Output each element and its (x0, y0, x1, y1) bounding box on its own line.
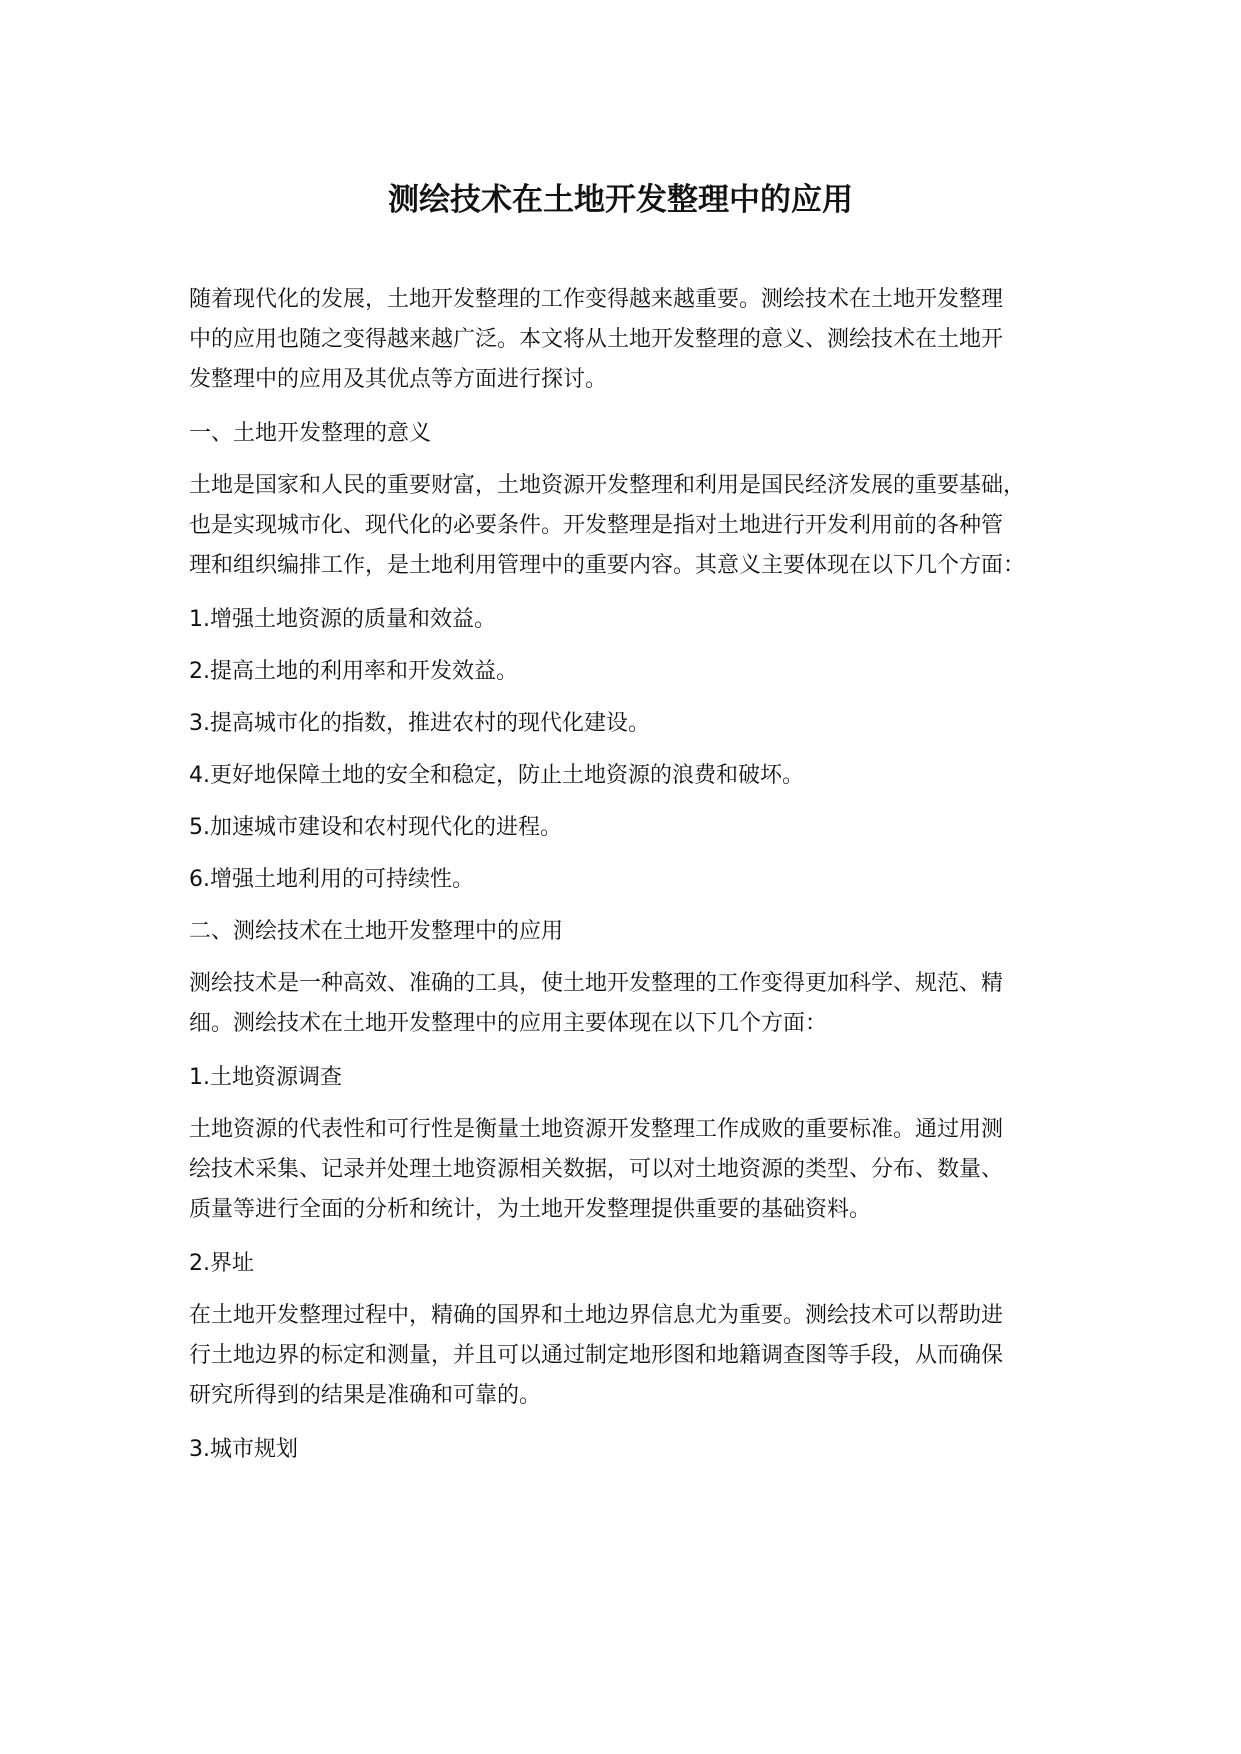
paragraph (189, 652, 1079, 692)
paragraph (189, 1296, 1079, 1416)
paragraph (189, 280, 1079, 400)
paragraph-line: 2.界址 (189, 1251, 254, 1276)
paragraph (189, 860, 1079, 900)
paragraph-line: 理和组织编排工作，是土地利用管理中的重要内容。其意义主要体现在以下几个方面： (189, 553, 1026, 578)
paragraph-line: 2.提高土地的利用率和开发效益。 (189, 659, 518, 684)
paragraph (189, 1110, 1079, 1230)
paragraph-line: 行土地边界的标定和测量，并且可以通过制定地形图和地籍调查图等手段，从而确保 (189, 1343, 1004, 1368)
paragraph (189, 756, 1079, 796)
paragraph (189, 466, 1079, 586)
paragraph-line: 一、土地开发整理的意义 (189, 421, 432, 446)
paragraph (189, 912, 1079, 952)
paragraph-line: 绘技术采集、记录并处理土地资源相关数据，可以对土地资源的类型、分布、数量、 (189, 1157, 1004, 1182)
paragraph (189, 808, 1079, 848)
paragraph-line: 6.增强土地利用的可持续性。 (189, 867, 474, 892)
paragraph-line: 测绘技术是一种高效、准确的工具，使土地开发整理的工作变得更加科学、规范、精 (189, 971, 1004, 996)
paragraph-line: 质量等进行全面的分析和统计，为土地开发整理提供重要的基础资料。 (189, 1197, 872, 1222)
paragraph (189, 1058, 1079, 1098)
paragraph (189, 704, 1079, 744)
paragraph-line: 1.土地资源调查 (189, 1065, 342, 1090)
paragraph-line: 研究所得到的结果是准确和可靠的。 (189, 1383, 542, 1408)
document-body (189, 280, 1079, 1482)
paragraph (189, 964, 1079, 1044)
paragraph-line: 发整理中的应用及其优点等方面进行探讨。 (189, 367, 608, 392)
paragraph-line: 1.增强土地资源的质量和效益。 (189, 607, 496, 632)
paragraph-line: 二、测绘技术在土地开发整理中的应用 (189, 919, 564, 944)
document-title: 测绘技术在土地开发整理中的应用 (388, 182, 853, 218)
paragraph (189, 414, 1079, 454)
paragraph-line: 细。测绘技术在土地开发整理中的应用主要体现在以下几个方面： (189, 1011, 828, 1036)
paragraph-line: 也是实现城市化、现代化的必要条件。开发整理是指对土地进行开发利用前的各种管 (189, 513, 1004, 538)
paragraph-line: 在土地开发整理过程中，精确的国界和土地边界信息尤为重要。测绘技术可以帮助进 (189, 1303, 1004, 1328)
paragraph (189, 1430, 1079, 1470)
paragraph-line: 4.更好地保障土地的安全和稳定，防止土地资源的浪费和破坏。 (189, 763, 804, 788)
paragraph-line: 3.提高城市化的指数，推进农村的现代化建设。 (189, 711, 650, 736)
paragraph (189, 1244, 1079, 1284)
paragraph (189, 600, 1079, 640)
paragraph-line: 5.加速城市建设和农村现代化的进程。 (189, 815, 562, 840)
paragraph-line: 随着现代化的发展，土地开发整理的工作变得越来越重要。测绘技术在土地开发整理 (189, 287, 1004, 312)
paragraph-line: 土地资源的代表性和可行性是衡量土地资源开发整理工作成败的重要标准。通过用测 (189, 1117, 1004, 1142)
paragraph-line: 3.城市规划 (189, 1437, 298, 1462)
paragraph-line: 中的应用也随之变得越来越广泛。本文将从土地开发整理的意义、测绘技术在土地开 (189, 327, 1004, 352)
paragraph-line: 土地是国家和人民的重要财富，土地资源开发整理和利用是国民经济发展的重要基础， (189, 473, 1026, 498)
